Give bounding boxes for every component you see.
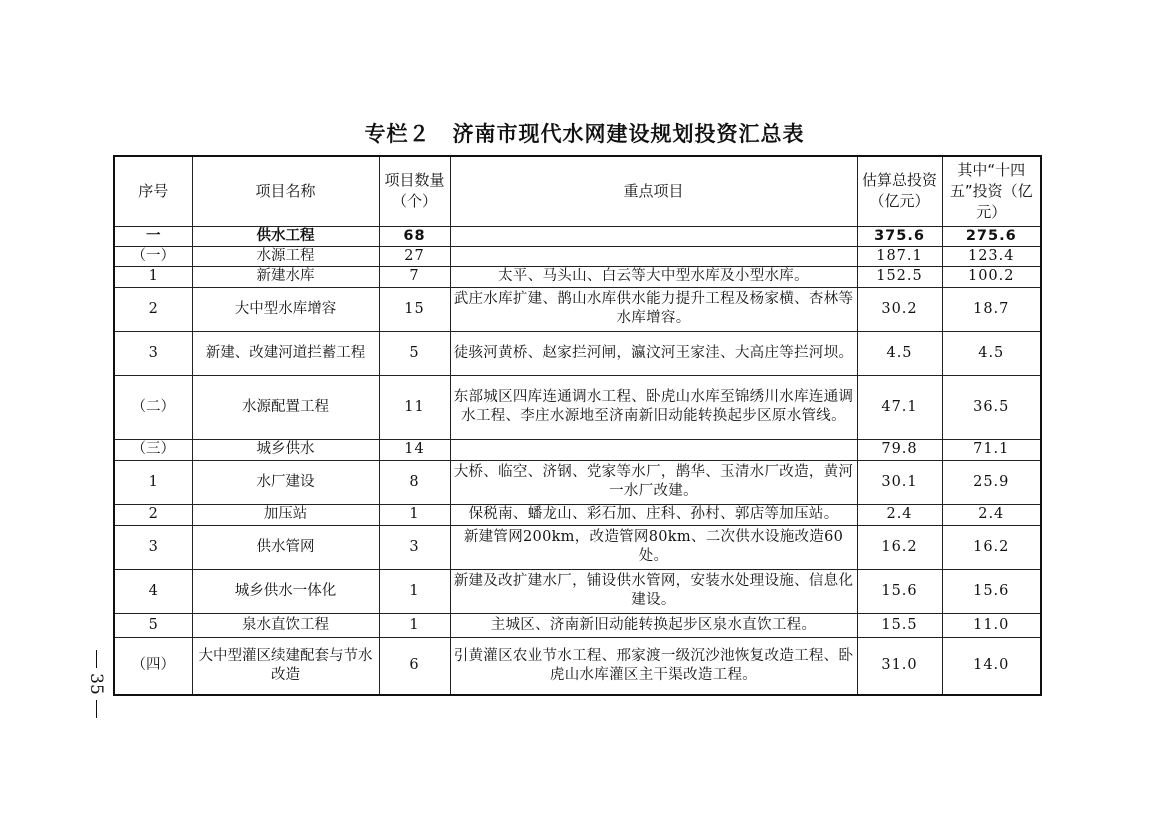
header-fyp-investment: 其中“十四五”投资（亿元） — [942, 156, 1041, 226]
header-name: 项目名称 — [192, 156, 379, 226]
cell-seq: （四） — [114, 637, 192, 695]
cell-key-projects: 徒骇河黄桥、赵家拦河闸，瀛汶河王家洼、大高庄等拦河坝。 — [450, 331, 857, 375]
cell-fyp-investment: 123.4 — [942, 246, 1041, 266]
cell-name: 城乡供水一体化 — [192, 569, 379, 613]
cell-name: 水厂建设 — [192, 460, 379, 504]
cell-count: 11 — [379, 375, 450, 439]
cell-name: 加压站 — [192, 504, 379, 525]
cell-key-projects: 武庄水库扩建、鹊山水库供水能力提升工程及杨家横、杏林等水库增容。 — [450, 287, 857, 331]
cell-total-investment: 2.4 — [857, 504, 942, 525]
cell-name: 大中型水库增容 — [192, 287, 379, 331]
cell-fyp-investment: 25.9 — [942, 460, 1041, 504]
cell-key-projects: 主城区、济南新旧动能转换起步区泉水直饮工程。 — [450, 613, 857, 637]
cell-key-projects: 保税南、蟠龙山、彩石加、庄科、孙村、郭店等加压站。 — [450, 504, 857, 525]
table-row — [114, 613, 1041, 637]
cell-total-investment: 79.8 — [857, 439, 942, 460]
cell-total-investment: 47.1 — [857, 375, 942, 439]
page-number-dash-top — [96, 650, 97, 668]
cell-name: 水源工程 — [192, 246, 379, 266]
cell-key-projects: 新建管网200km，改造管网80km、二次供水设施改造60处。 — [450, 525, 857, 569]
cell-fyp-investment: 71.1 — [942, 439, 1041, 460]
page-number-dash-bottom — [96, 700, 97, 718]
cell-key-projects: 引黄灌区农业节水工程、邢家渡一级沉沙池恢复改造工程、卧虎山水库灌区主干渠改造工程。 — [450, 637, 857, 695]
cell-count: 1 — [379, 613, 450, 637]
header-key-projects: 重点项目 — [450, 156, 857, 226]
cell-fyp-investment: 36.5 — [942, 375, 1041, 439]
cell-count: 1 — [379, 504, 450, 525]
cell-name: 新建、改建河道拦蓄工程 — [192, 331, 379, 375]
cell-count: 5 — [379, 331, 450, 375]
cell-seq: （一） — [114, 246, 192, 266]
cell-total-investment: 152.5 — [857, 266, 942, 287]
cell-seq: 2 — [114, 504, 192, 525]
cell-name: 新建水库 — [192, 266, 379, 287]
cell-key-projects — [450, 226, 857, 246]
cell-key-projects — [450, 439, 857, 460]
cell-key-projects — [450, 246, 857, 266]
cell-fyp-investment: 275.6 — [942, 226, 1041, 246]
cell-key-projects: 太平、马头山、白云等大中型水库及小型水库。 — [450, 266, 857, 287]
table-row — [114, 525, 1041, 569]
table-row — [114, 287, 1041, 331]
cell-count: 7 — [379, 266, 450, 287]
table-row — [114, 375, 1041, 439]
cell-fyp-investment: 16.2 — [942, 525, 1041, 569]
investment-table — [113, 155, 1042, 696]
cell-seq: 4 — [114, 569, 192, 613]
cell-seq: 5 — [114, 613, 192, 637]
cell-fyp-investment: 100.2 — [942, 266, 1041, 287]
cell-seq: 一 — [114, 226, 192, 246]
cell-seq: 2 — [114, 287, 192, 331]
cell-seq: （二） — [114, 375, 192, 439]
cell-total-investment: 4.5 — [857, 331, 942, 375]
cell-total-investment: 187.1 — [857, 246, 942, 266]
cell-fyp-investment: 18.7 — [942, 287, 1041, 331]
cell-fyp-investment: 2.4 — [942, 504, 1041, 525]
cell-fyp-investment: 11.0 — [942, 613, 1041, 637]
page-number-value: 35 — [86, 673, 106, 695]
table-row — [114, 246, 1041, 266]
cell-fyp-investment: 4.5 — [942, 331, 1041, 375]
header-total-investment: 估算总投资（亿元） — [857, 156, 942, 226]
cell-fyp-investment: 14.0 — [942, 637, 1041, 695]
table-row — [114, 504, 1041, 525]
header-seq: 序号 — [114, 156, 192, 226]
cell-name: 供水工程 — [192, 226, 379, 246]
cell-name: 城乡供水 — [192, 439, 379, 460]
cell-count: 6 — [379, 637, 450, 695]
cell-total-investment: 15.6 — [857, 569, 942, 613]
cell-total-investment: 16.2 — [857, 525, 942, 569]
cell-total-investment: 375.6 — [857, 226, 942, 246]
table-row — [114, 637, 1041, 695]
cell-seq: 3 — [114, 331, 192, 375]
page-number — [84, 650, 108, 718]
cell-count: 68 — [379, 226, 450, 246]
cell-name: 大中型灌区续建配套与节水改造 — [192, 637, 379, 695]
cell-seq: 3 — [114, 525, 192, 569]
table-row — [114, 266, 1041, 287]
cell-count: 15 — [379, 287, 450, 331]
header-count: 项目数量（个） — [379, 156, 450, 226]
cell-name: 水源配置工程 — [192, 375, 379, 439]
cell-key-projects: 大桥、临空、济钢、党家等水厂，鹊华、玉清水厂改造，黄河一水厂改建。 — [450, 460, 857, 504]
cell-count: 14 — [379, 439, 450, 460]
cell-total-investment: 31.0 — [857, 637, 942, 695]
cell-key-projects: 新建及改扩建水厂，铺设供水管网，安装水处理设施、信息化建设。 — [450, 569, 857, 613]
cell-seq: （三） — [114, 439, 192, 460]
cell-fyp-investment: 15.6 — [942, 569, 1041, 613]
cell-count: 3 — [379, 525, 450, 569]
cell-count: 27 — [379, 246, 450, 266]
cell-count: 8 — [379, 460, 450, 504]
cell-name: 供水管网 — [192, 525, 379, 569]
table-row — [114, 331, 1041, 375]
cell-total-investment: 30.1 — [857, 460, 942, 504]
table-title: 专栏２ 济南市现代水网建设规划投资汇总表 — [364, 122, 805, 146]
cell-total-investment: 30.2 — [857, 287, 942, 331]
cell-seq: 1 — [114, 460, 192, 504]
table-row — [114, 439, 1041, 460]
cell-total-investment: 15.5 — [857, 613, 942, 637]
cell-key-projects: 东部城区四库连通调水工程、卧虎山水库至锦绣川水库连通调水工程、李庄水源地至济南新旧动能转换起步区原水管线。 — [450, 375, 857, 439]
header-row — [114, 156, 1041, 226]
table-row — [114, 460, 1041, 504]
cell-count: 1 — [379, 569, 450, 613]
cell-name: 泉水直饮工程 — [192, 613, 379, 637]
table-row — [114, 226, 1041, 246]
cell-seq: 1 — [114, 266, 192, 287]
table-row — [114, 569, 1041, 613]
